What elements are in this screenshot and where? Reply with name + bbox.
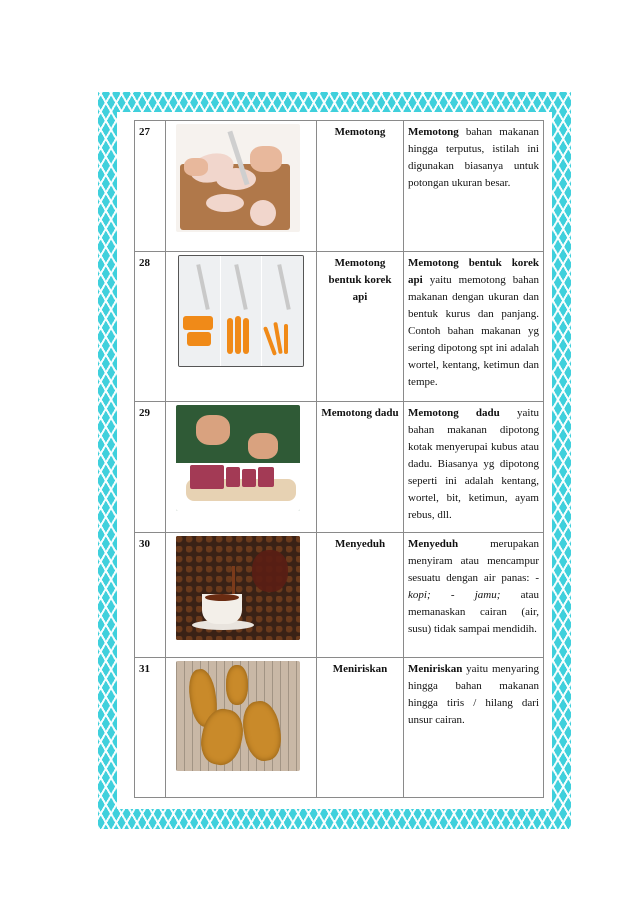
term-text: bahan makanan hingga terputus, istilah ini digunakan biasanya untuk potongan ukuran besar. <box>408 126 539 189</box>
term-description <box>404 121 544 252</box>
cooking-terms-table <box>134 120 544 798</box>
dicing-photo <box>176 405 300 511</box>
term-description <box>404 658 544 798</box>
row-image-cell <box>166 252 317 402</box>
term-name: Memotong <box>317 121 404 252</box>
term-bold: Memotong <box>408 126 459 138</box>
row-number: 28 <box>135 252 166 402</box>
row-number: 30 <box>135 533 166 658</box>
table-row <box>135 533 544 658</box>
term-text: yaitu bahan makanan dipotong kotak menyerupai kubus atau dadu. Biasanya yg dipotong seperti ini adalah kentang, wortel, bit, ketimun, ayam rebus, dll. <box>408 407 539 521</box>
table-row <box>135 402 544 533</box>
term-bold: Menyeduh <box>408 538 459 550</box>
table-row <box>135 658 544 798</box>
row-image-cell <box>166 533 317 658</box>
row-image-cell <box>166 402 317 533</box>
term-name: Memotong dadu <box>317 402 404 533</box>
draining-fried-food-photo <box>176 661 300 771</box>
table-row <box>135 121 544 252</box>
chicken-cutting-photo <box>176 124 300 232</box>
term-name: Menyeduh <box>317 533 404 658</box>
term-text: atau memanaskan cairan (air, susu) tidak sampai mendidih. <box>408 589 539 635</box>
term-description <box>404 402 544 533</box>
row-image-cell <box>166 121 317 252</box>
term-italic: - kopi; - jamu; <box>408 572 539 601</box>
term-description <box>404 252 544 402</box>
term-name: Meniriskan <box>317 658 404 798</box>
term-text: yaitu memotong bahan makanan dengan ukuran dan bentuk kurus dan panjang. Contoh bahan makanan yg sering dipotong spt ini adalah wortel, kentang, ketimun dan tempe. <box>408 274 539 388</box>
row-image-cell <box>166 658 317 798</box>
row-number: 31 <box>135 658 166 798</box>
coffee-brewing-photo <box>176 536 300 640</box>
term-bold: Meniriskan <box>408 663 463 675</box>
row-number: 29 <box>135 402 166 533</box>
row-number: 27 <box>135 121 166 252</box>
term-bold: Memotong dadu <box>408 407 500 419</box>
term-text: yaitu menyaring hingga bahan makanan hingga tiris / hilang dari unsur cairan. <box>408 663 539 726</box>
carrot-julienne-photo <box>178 255 304 367</box>
term-bold: Memotong bentuk korek api <box>408 257 539 286</box>
table-row <box>135 252 544 402</box>
term-text: merupakan menyiram atau mencampur sesuatu dengan air panas: <box>408 538 539 584</box>
term-name: Memotong bentuk korek api <box>317 252 404 402</box>
term-description <box>404 533 544 658</box>
